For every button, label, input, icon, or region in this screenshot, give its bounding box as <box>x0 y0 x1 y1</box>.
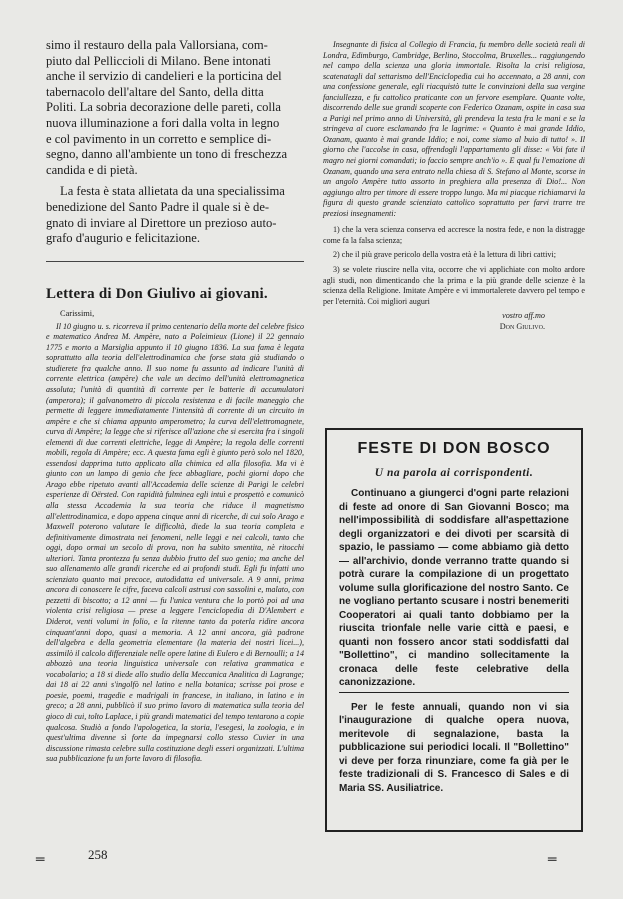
blessing-paragraph <box>46 184 304 246</box>
letter-continuation-text: Insegnante di fisica al Collegio di Francia, fu membro delle società reali di Londra, Edimburgo, Cambridge, Berlino, Stoccolma, Bruxelles... raggiungendo nel campo della scienza una gloria immortale. Risolta la crisi religiosa, scatenatagli dal settarismo dell'Enciclopedia cui ho accennato, a 28 anni, con una confessione generale, egli riacquistò tutte le convinzioni della sua vergine fanciullezza, e fu cattolico praticante con un fervore esemplare. Quante volte, discorrendo delle sue grandi scoperte con Federico Ozanam, ospite in casa sua a Parigi nel primo anno di Università, gli prendeva la testa fra le mani e se la stringeva al cuore esclamando fra le lagrime: « Quanto è mai grande Iddio, Ozanam, quanto è mai grande Iddio; e noi, come siamo al buio di tutto! ». Il giorno che l'accolse in casa, offrendogli l'appartamento gli disse: « Voi fate il magro nei giorni comandati; io faccio sempre anch'io ». E qual fu l'emozione di Ozanam, quando una sera entrato nella chiesa di S. Stefano al Monte, scorse in un angolo Ampère tutto assorto in preghiera alla presenza di Dio!... Non aggiungo altro per timore di essere troppo lungo. Ma mi piacque richiamarvi la figura di questo grande scienziato cattolico soprattutto per farvi trarre tre preziosi insegnamenti: <box>323 40 585 218</box>
text-line: gnato di inviare al Direttore un prezioso auto- <box>46 215 277 230</box>
letter-title: Lettera di Don Giulivo ai giovani. <box>46 285 268 302</box>
notice-underline <box>339 692 569 693</box>
text-line: candida e di pietà. <box>46 162 138 177</box>
letter-closing: vostro aff.mo <box>502 311 545 321</box>
text-line: segno, danno all'ambiente un tono di freschezza <box>46 147 288 162</box>
text-line: tabernacolo dell'altare del Santo, della ditta <box>46 84 264 99</box>
notice-paragraph: Per le feste annuali, quando non vi sia l'inaugurazione di qualche opera nuova, meritevole di segnalazione, basta la pubblicazione sui periodici locali. Il "Bollettino" vi deve per forza rinunziare, come fa già per le feste tradizionali di S. Francesco di Sales e di Maria SS. Ausiliatrice. <box>339 701 569 794</box>
text-line: e col pavimento in un corretto e semplice di- <box>46 131 272 146</box>
notice-paragraph: Continuano a giungerci d'ogni parte relazioni di feste ad onore di San Giovanni Bosco; ma nell'impossibilità di soddisfare all'aspettazione degli organizzatori e dei divoti per scarsità di spazio, le passiamo — come abbiamo già detto — all'archivio, donde verranno tratte quando si potrà curare la compilazione di un progettato volume sulla glorificazione del nostro Santo. Ce ne vogliano pertanto scusare i nostri benemeriti Cooperatori ai quali tanto dobbiamo per la riuscita trionfale nelle varie città e paesi, e quanti non fossero ancor stati soddisfatti dal "Bollettino", ci mandino sollecitamente la cronaca delle feste celebrative della canonizzazione. <box>339 488 569 688</box>
notice-title: FESTE DI DON BOSCO <box>357 440 551 457</box>
letter-body-text: Il 10 giugno u. s. ricorreva il primo centenario della morte del celebre fisico e matematico Andrea M. Ampère, nato a Poleimieux (Lione) il 22 gennaio 1775 e morto a Marsiglia appunto il 10 giugno 1836. La sua fama è legata soprattutto alla teoria dell'elettrodinamica che forse stata già studiando o studierete fra qualche anno. Il suo nome fu assunto ad indicare l'unità di corrente elettrica (ampère) che vale un decimo dell'unità elettromagnetica assoluta; l'unità di quantità di corrente per le batterie di accumulatori (amperora); il galvanometro di piccola resistenza e di facile maneggio che permette di leggere immediatamente l'intensità di corrente di un circuito in ampère e che si chiama appunto amperometro; la curva dell'elettromagnete, curva di Ampère; la legge che si riferisce all'azione che si esercita fra i singoli elementi di due correnti elettriche, legge di Ampère; la regola delle correnti mobili, regola di Ampère; ecc. A questa fama egli è giunto però solo nel 1820, essendosi dapprima tutto applicato alla chimica ed alla filosofia. Ma vi è giunto con un lampo di genio che fece abbagliare, pochi giorni dopo che Arago ebbe ripetuto avanti all'Accademia delle scienze di Parigi le celebri esperienze di Oërsted. Con rapidità fulminea egli intuì e prospettò e comunicò alla stessa Accademia la sua teoria che riduce il magnetismo all'elettrodinamica, e dopo appena cinque anni di ricerche, di cui solo Arago e Maxwell poterono valutare le difficoltà, diede la sua teoria completa e definitivamente dimostrata nei fenomeni, nelle leggi e nei calcoli, tanto che oggi, dopo ormai un secolo di prova, non ha subito smentita, nè ritocchi ulteriori. Tanta prontezza fu senza dubbio frutto del suo genio; ma anche del suo allenamento alle grandi ricerche ed ai profondi studi. Egli fu infatti uno scienziato quanto mai precoce, autodidatta ed universale. A 9 anni, prima ancora di conoscere le cifre, faceva calcoli astrusi con sassolini e, malato, con pezzetti di biscotto; a 12 anni — fu l'unica ventura che lo portò poi ad una violenta crisi religiosa — prese a leggere l'enciclopedia di D'Alembert e Diderot, venti volumi in folio, e la ritenne tanto da poterla ridire ancora cinquant'anni dopo, quasi a memoria. A 12 anni ancora, già padrone dell'algebra e della geometria elementare (la materia dei nostri licei...), assimilò il calcolo differenziale nelle opere latine di Eulero e di Bernoulli; a 14 abbozzò una teoria linguistica universale con relativa grammatica e vocabolario; a 18 si diede allo studio della Meccanica Analitica di Lagrange; dai 18 ai 22 anni s'ingolfò nel latino e nella botanica; scrisse poi prose e poesie, poemi, tragedie e madrigali in francese, in italiano, in latino e in greco; a 28 anni, pubblicò il suo primo lavoro di matematica sulla teoria del gioco di cui, tolto Laplace, i più grandi matematici del tempo tentarono a copie qualcosa. Studiò a fondo l'apologetica, la storia, l'esegesi, la zoologia, e in quest'ultima divenne sì forte da impegnarsi collo stesso Cuvier in una discussione rimasta celebre sulla costituzione degli esseri organizzati. L'ultima sua pubblicazione fu un forte lavoro di filosofia. <box>46 321 304 764</box>
letter-body <box>46 322 304 765</box>
lesson-item: 1) che la vera scienza conserva ed accresce la nostra fede, e non la distragge come fa la falsa scienza; <box>323 225 585 245</box>
lessons-list <box>323 225 585 307</box>
page-mark-icon: ═ <box>36 852 45 868</box>
feste-notice-box <box>325 428 583 832</box>
right-column <box>323 40 585 331</box>
text-line: Politi. La sobria decorazione delle pareti, colla <box>46 100 281 115</box>
letter-continuation <box>323 40 585 219</box>
section-divider <box>46 261 304 262</box>
text-line: La festa è stata allietata da una specialissima <box>60 184 285 199</box>
text-line: simo il restauro della pala Vallorsiana, com- <box>46 38 268 52</box>
lesson-item: 3) se volete riuscire nella vita, occorre che vi applichiate con molto ardore agli studi, non dimenticando che la prima e la più grande delle scienze è la scienza della Religione. Imitate Ampère e vi immortalerete davvero pel tempo e per l'eternità. Coi migliori auguri <box>323 265 585 306</box>
notice-body <box>339 487 569 795</box>
notice-subtitle: U na parola ai corrispondenti. <box>374 467 534 479</box>
text-line: anche il servizio di candelieri e la porticina del <box>46 69 282 84</box>
letter-signature: Don Giulivo. <box>499 322 545 332</box>
left-column <box>46 38 304 765</box>
restoration-paragraph <box>46 38 304 178</box>
text-line: piuto dal Pelliccioli di Milano. Bene intonati <box>46 53 271 68</box>
page-number: 258 <box>88 847 108 862</box>
lesson-item: 2) che il più grave pericolo della vostra età è la lettura di libri cattivi; <box>333 250 556 260</box>
page-mark-icon: ═ <box>548 852 557 868</box>
text-line: benedizione del Santo Padre il quale si è de- <box>46 199 270 214</box>
text-line: grafo d'augurio e felicitazione. <box>46 231 201 246</box>
text-line: nuova illuminazione a fori dalla volta in legno <box>46 115 280 130</box>
letter-greeting: Carissimi, <box>60 308 95 318</box>
